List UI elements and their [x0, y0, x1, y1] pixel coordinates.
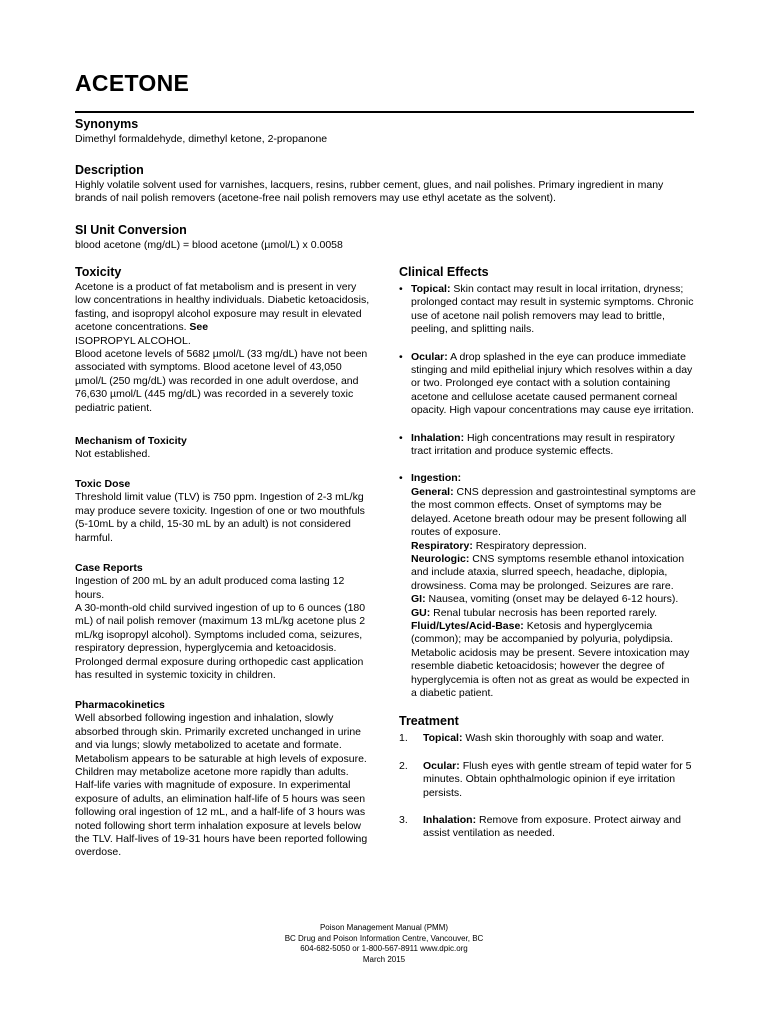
list-item	[399, 732, 697, 745]
treatment-inhalation-label: Inhalation:	[423, 814, 477, 826]
treatment-ocular-label: Ocular:	[423, 759, 460, 772]
treatment-list	[399, 732, 697, 840]
pharmacokinetics-text: Well absorbed following ingestion and inhalation, slowly absorbed through skin. Primarily excreted unchanged in urine and via lungs; slowly metabolized to acetate and formate. Metabolism appears to be saturable at high levels of exposure. Children may metabolize acetone more rapidly than adults. Half-life varies with magnitude of exposure. In experimental exposure of adults, an elimination half-life of 5 hours was seen following oral ingestion of 12 mL, and a half-life of 3 hours was noted following short term inhalation exposure at levels below the TLV. Half-lives of 19-31 hours have been reported following overdose.	[75, 712, 368, 859]
description-heading: Description	[75, 163, 144, 177]
fluid-text: Ketosis and hyperglycemia (common); may be accompanied by polyuria, polydipsia. Metabolic acidosis may be present. Severe intoxication may resemble diabetic ketoacidosis; however the degree of hyperglycemia is often not as great as would be expected in a diabetic patient.	[411, 619, 690, 699]
pharmacokinetics-heading: Pharmacokinetics	[75, 699, 165, 712]
list-item	[399, 814, 697, 841]
footer-manual-title: Poison Management Manual (PMM)	[319, 923, 449, 932]
case-report-child: A 30-month-old child survived ingestion of up to 6 ounces (180 mL) of nail polish remover (maximum 13 mL/kg acetone plus 2 mL/kg isopropyl alcohol). Symptoms included coma, seizures, respiratory depression, hyperglycemia and ketoacidosis. Prolonged dermal exposure during orthopedic cast application has resulted in systemic toxicity in children.	[75, 601, 366, 681]
respiratory-label: Respiratory:	[411, 539, 473, 552]
neurologic-text: CNS symptoms resemble ethanol intoxication and include ataxia, slurred speech, headache, diplopia, drowsiness. Coma may be prolonged. Seizures are rare.	[411, 552, 685, 592]
mechanism-heading: Mechanism of Toxicity	[75, 435, 187, 448]
treatment-topical-text: Wash skin thoroughly with soap and water.	[465, 732, 665, 745]
treatment-inhalation-text: Remove from exposure. Protect airway and assist ventilation as needed.	[423, 814, 681, 840]
si-unit-text: blood acetone (mg/dL) = blood acetone (µmol/L) x 0.0058	[75, 239, 343, 251]
see-label: See	[189, 321, 209, 334]
synonyms-section	[75, 117, 695, 146]
toxicity-section	[75, 265, 370, 415]
case-reports-section	[75, 562, 370, 682]
mechanism-text: Not established.	[75, 448, 151, 461]
toxic-dose-text: Threshold limit value (TLV) is 750 ppm. Ingestion of 2-3 mL/kg may produce severe toxicity. Ingestion of one or two mouthfuls (5-10mL by a child, 15-30 mL by an adult) is not considered harmful.	[75, 491, 365, 544]
treatment-topical-label: Topical:	[423, 732, 463, 745]
general-label: General:	[411, 485, 454, 498]
bullet-icon: •	[399, 350, 403, 363]
list-item	[399, 283, 697, 337]
topical-text: Skin contact may result in local irritation, dryness; prolonged contact may result in systemic symptoms. Chronic use of acetone nail polish removers may lead to brittle, peeling, and splitting nails.	[411, 283, 694, 336]
bullet-icon: •	[399, 472, 403, 485]
left-column	[75, 265, 370, 877]
toxicity-levels: Blood acetone levels of 5682 µmol/L (33 mg/dL) have not been associated with symptoms. Blood acetone level of 43,050 µmol/L (250 mg/dL) was recorded in one adult overdose, and 76,630 µmol/L (445 mg/dL) was recorded in a severely toxic pediatric patient.	[75, 348, 368, 414]
inhalation-label: Inhalation:	[411, 431, 465, 444]
clinical-effects-list	[399, 283, 697, 700]
clinical-effects-section	[399, 265, 697, 700]
case-report-adult: Ingestion of 200 mL by an adult produced coma lasting 12 hours.	[75, 575, 345, 601]
title-divider	[75, 111, 694, 113]
list-item	[399, 351, 697, 418]
toxicity-heading: Toxicity	[75, 265, 122, 279]
treatment-ocular-text: Flush eyes with gentle stream of tepid water for 5 minutes. Obtain ophthalmologic opinion if eye irritation persists.	[423, 759, 692, 799]
item-number: 3.	[399, 814, 408, 826]
respiratory-text: Respiratory depression.	[475, 539, 587, 552]
bullet-icon: •	[399, 283, 403, 295]
item-number: 2.	[399, 759, 408, 772]
bullet-icon: •	[399, 431, 403, 444]
list-item	[399, 472, 697, 700]
ocular-text: A drop splashed in the eye can produce immediate stinging and mild epithelial injury which resolves within a day or two. Prolonged eye contact with a solution containing acetone and cellulose acetate caused permanent corneal opacity. High vapour concentrations may cause eye irritation.	[411, 350, 694, 417]
page-footer	[0, 923, 768, 965]
si-unit-section	[75, 223, 695, 252]
inhalation-text: High concentrations may result in respiratory tract irritation and produce systemic effects.	[411, 431, 675, 458]
gi-label: GI:	[411, 593, 426, 606]
clinical-effects-heading: Clinical Effects	[399, 265, 489, 279]
item-number: 1.	[399, 732, 408, 745]
pharmacokinetics-section	[75, 699, 370, 859]
treatment-section	[399, 714, 697, 840]
case-reports-heading: Case Reports	[75, 562, 143, 575]
toxicity-intro: Acetone is a product of fat metabolism and is present in very low concentrations in healthy individuals. Diabetic ketoacidosis, fasting, and isopropyl alcohol exposure may result in elevated acetone concentrations.	[75, 281, 370, 334]
gu-text: Renal tubular necrosis has been reported rarely.	[433, 606, 658, 619]
footer-organization: BC Drug and Poison Information Centre, Vancouver, BC	[284, 933, 484, 943]
toxic-dose-heading: Toxic Dose	[75, 478, 131, 491]
synonyms-text: Dimethyl formaldehyde, dimethyl ketone, 2-propanone	[75, 133, 328, 145]
document-title: ACETONE	[75, 70, 190, 96]
right-column	[399, 265, 697, 855]
footer-contact: 604-682-5050 or 1-800-567-8911 www.dpic.org	[300, 944, 468, 953]
gi-text: Nausea, vomiting (onset may be delayed 6-12 hours).	[428, 593, 679, 606]
topical-label: Topical:	[411, 283, 451, 295]
description-section	[75, 163, 695, 206]
list-item	[399, 432, 697, 459]
treatment-heading: Treatment	[399, 714, 459, 729]
toxic-dose-section	[75, 478, 370, 545]
fluid-label: Fluid/Lytes/Acid-Base:	[411, 619, 524, 632]
neurologic-label: Neurologic:	[411, 552, 470, 565]
list-item	[399, 760, 697, 800]
si-unit-heading: SI Unit Conversion	[75, 223, 187, 237]
ocular-label: Ocular:	[411, 350, 448, 363]
general-text: CNS depression and gastrointestinal symptoms are the most common effects. Onset of symptoms may be delayed. Acetone breath odour may be present following all routes of exposure.	[411, 485, 696, 539]
synonyms-heading: Synonyms	[75, 117, 139, 131]
ingestion-label: Ingestion:	[411, 472, 462, 485]
see-reference: ISOPROPYL ALCOHOL.	[75, 334, 191, 347]
gu-label: GU:	[411, 606, 431, 619]
mechanism-section	[75, 435, 370, 461]
footer-date: March 2015	[362, 954, 406, 964]
description-text: Highly volatile solvent used for varnishes, lacquers, resins, rubber cement, glues, and nail polishes. Primary ingredient in many brands of nail polish removers (acetone-free nail polish removers may use ethyl acetate as the solvent).	[75, 179, 664, 205]
